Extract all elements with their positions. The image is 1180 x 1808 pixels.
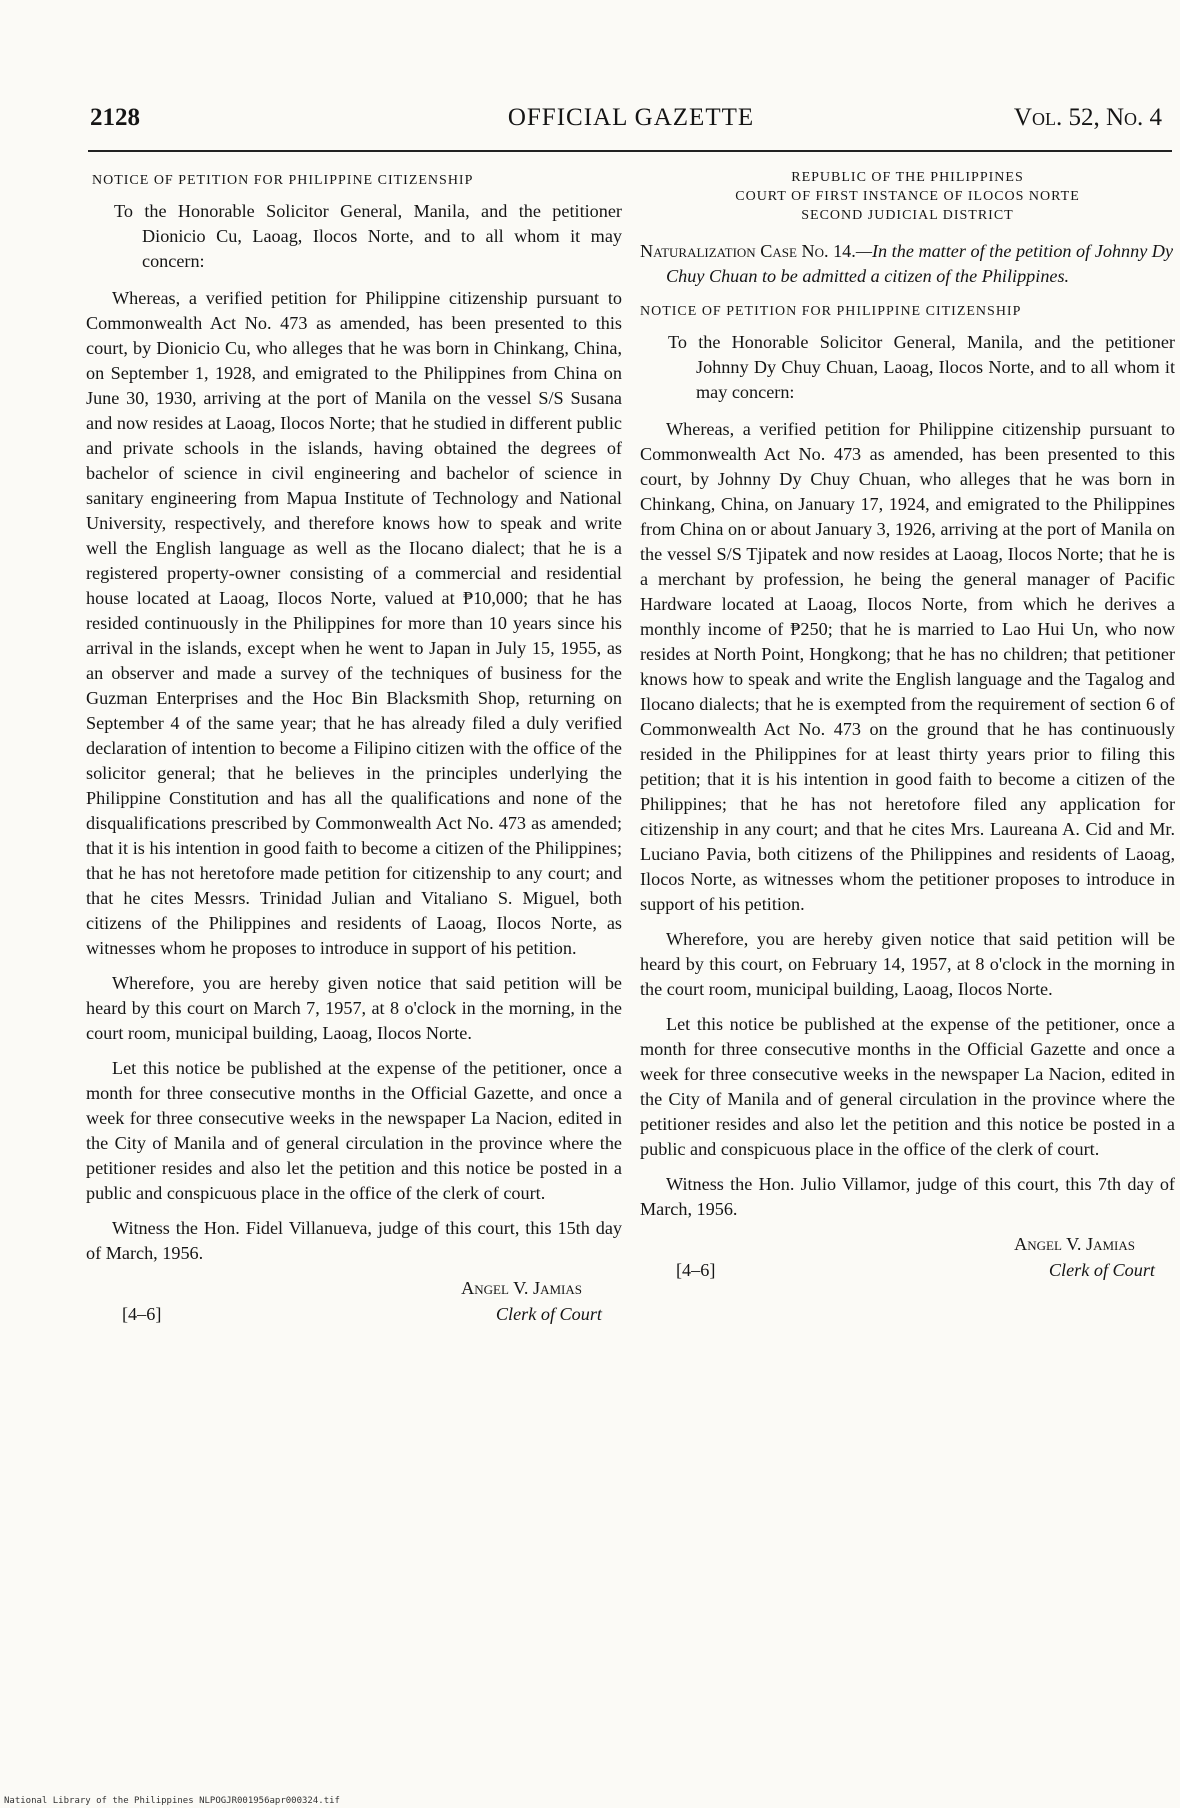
left-notice-heading: NOTICE OF PETITION FOR PHILIPPINE CITIZENSHIP	[92, 173, 474, 188]
case-description: —In the matter of the petition of Johnny Dy Chuy Chuan to be admitted a citizen of the Philippines.	[666, 241, 1174, 286]
right-signature-block	[640, 1232, 1175, 1290]
right-paragraph-4: Witness the Hon. Julio Villamor, judge of this court, this 7th day of March, 1956.	[640, 1174, 1175, 1219]
right-address: To the Honorable Solicitor General, Manila, and the petitioner Johnny Dy Chuy Chuan, Laoag, Ilocos Norte, and to all whom it may concern:	[668, 332, 1175, 402]
right-paragraph-1: Whereas, a verified petition for Philippine citizenship pursuant to Commonwealth Act No. 473 as amended, has been presented to this court, by Johnny Dy Chuy Chuan, who alleges that he was born in Chinkang, China, on January 17, 1924, and emigrated to the Philippines from China on or about January 3, 1926, arriving at the port of Manila on the vessel S/S Tjipatek and now resides at Laoag, Ilocos Norte; that he is a merchant by profession, he being the general manager of Pacific Hardware located at Laoag, Ilocos Norte, from which he derives a monthly income of ₱250; that he is married to Lao Hui Un, who now resides at North Point, Hongkong; that he has no children; that petitioner knows how to speak and write the English language and the Tagalog and Ilocano dialects; that he is exempted from the requirement of section 6 of Commonwealth Act No. 473 on the ground that he has continuously resided in the Philippines for at least thirty years prior to filing this petition; that it is his intention in good faith to become a citizen of the Philippines; that he has not heretofore filed any application for citizenship in any court; and that he cites Mrs. Laureana A. Cid and Mr. Luciano Pavia, both citizens of the Philippines and residents of Laoag, Ilocos Norte, as witnesses whom the petitioner proposes to introduce in support of his petition.	[640, 419, 1175, 914]
left-issue-ref: [4–6]	[122, 1304, 162, 1324]
right-column	[640, 168, 1175, 1290]
right-paragraph-2: Wherefore, you are hereby given notice that said petition will be heard by this court, on February 14, 1957, at 8 o'clock in the morning in the court room, municipal building, Laoag, Ilocos Norte.	[640, 929, 1175, 999]
right-notice-heading: NOTICE OF PETITION FOR PHILIPPINE CITIZENSHIP	[640, 304, 1022, 319]
right-issue-ref: [4–6]	[676, 1260, 716, 1280]
left-signer-title: Clerk of Court	[495, 1304, 602, 1324]
right-signer-name: Angel V. Jamias	[1014, 1234, 1135, 1254]
left-paragraph-4: Witness the Hon. Fidel Villanueva, judge of this court, this 15th day of March, 1956.	[86, 1218, 622, 1263]
page-header	[90, 104, 1172, 144]
left-column	[86, 168, 622, 1334]
scan-footer: National Library of the Philippines NLPOGJR001956apr000324.tif	[4, 1796, 340, 1806]
court-header	[640, 168, 1175, 225]
case-label: Naturalization Case No. 14.	[640, 241, 856, 261]
court-line-2: COURT OF FIRST INSTANCE OF ILOCOS NORTE	[735, 189, 1080, 204]
left-paragraph-3: Let this notice be published at the expense of the petitioner, once a month for three consecutive months in the Official Gazette, and once a week for three consecutive weeks in the newspaper La Nacion, edited in the City of Manila and of general circulation in the province where the petitioner resides and also let the petition and this notice be posted in a public and conspicuous place in the office of the clerk of court.	[86, 1058, 622, 1203]
left-address: To the Honorable Solicitor General, Manila, and the petitioner Dionicio Cu, Laoag, Ilocos Norte, and to all whom it may concern:	[114, 201, 622, 271]
right-paragraph-3: Let this notice be published at the expense of the petitioner, once a month for three consecutive months in the Official Gazette and once a week for three consecutive weeks in the newspaper La Nacion, edited in the City of Manila and of general circulation in the province where the petitioner resides and also let the petition and this notice be posted in a public and conspicuous place in the office of the clerk of court.	[640, 1014, 1175, 1159]
publication-title: OFFICIAL GAZETTE	[507, 104, 755, 131]
header-rule	[88, 150, 1172, 152]
volume-info: Vol. 52, No. 4	[1013, 104, 1162, 131]
case-title	[640, 239, 1175, 289]
left-signature-block	[86, 1276, 622, 1334]
page-number: 2128	[90, 104, 140, 131]
court-line-1: REPUBLIC OF THE PHILIPPINES	[791, 170, 1024, 185]
court-line-3: SECOND JUDICIAL DISTRICT	[801, 208, 1014, 223]
right-signer-title: Clerk of Court	[1048, 1260, 1155, 1280]
left-paragraph-2: Wherefore, you are hereby given notice that said petition will be heard by this court on March 7, 1957, at 8 o'clock in the morning, in the court room, municipal building, Laoag, Ilocos Norte.	[86, 973, 622, 1043]
left-signer-name: Angel V. Jamias	[461, 1278, 582, 1298]
left-paragraph-1: Whereas, a verified petition for Philippine citizenship pursuant to Commonwealth Act No. 473 as amended, has been presented to this court, by Dionicio Cu, who alleges that he was born in Chinkang, China, on September 1, 1928, and emigrated to the Philippines from China on June 30, 1930, arriving at the port of Manila on the vessel S/S Susana and now resides at Laoag, Ilocos Norte; that he studied in different public and private schools in the islands, having obtained the degrees of bachelor of science in civil engineering and bachelor of science in sanitary engineering from Mapua Institute of Technology and National University, respectively, and therefore knows how to speak and write well the English language as well as the Ilocano dialect; that he is a registered property-owner consisting of a commercial and residential house located at Laoag, Ilocos Norte, valued at ₱10,000; that he has resided continuously in the Philippines for more than 10 years since his arrival in the islands, except when he went to Japan in July 15, 1955, as an observer and made a survey of the techniques of business for the Guzman Enterprises and the Hoc Bin Blacksmith Shop, returning on September 4 of the same year; that he has already filed a duly verified declaration of intention to become a Filipino citizen with the office of the solicitor general; that he believes in the principles underlying the Philippine Constitution and has all the qualifications and none of the disqualifications prescribed by Commonwealth Act No. 473 as amended; that it is his intention in good faith to become a citizen of the Philippines; that he has not heretofore made petition for citizenship to any court; and that he cites Messrs. Trinidad Julian and Vitaliano S. Miguel, both citizens of the Philippines and residents of Laoag, Ilocos Norte, as witnesses whom he proposes to introduce in support of his petition.	[86, 288, 622, 958]
